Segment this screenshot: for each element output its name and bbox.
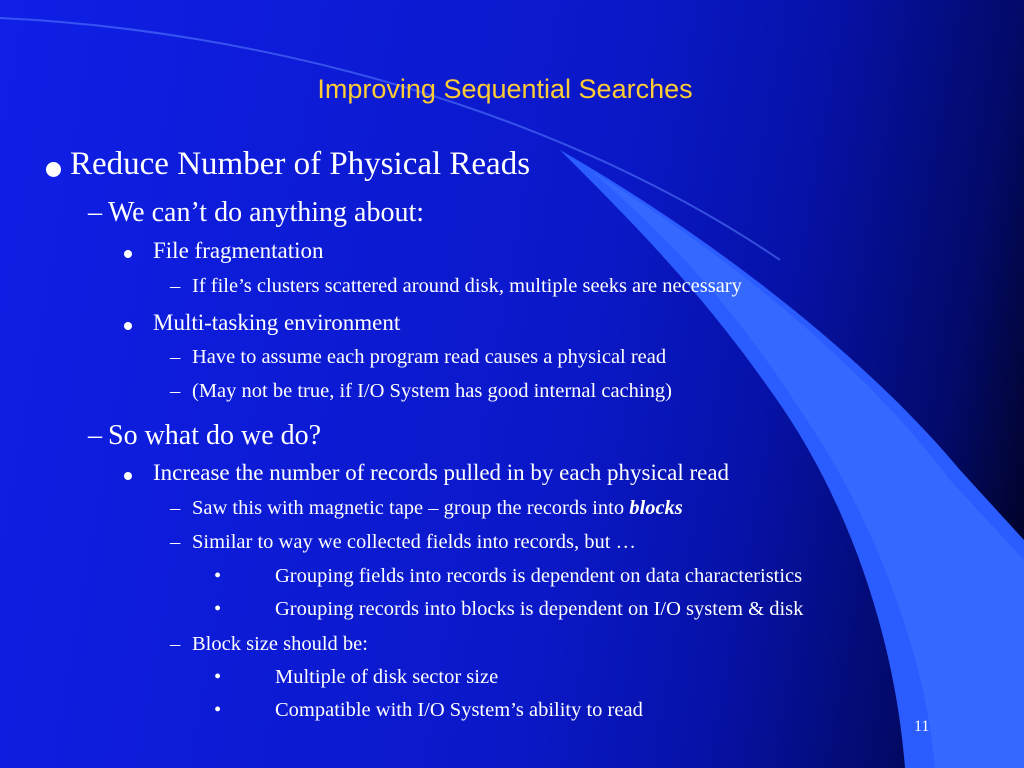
dash-marker: – (88, 420, 102, 451)
bullet-text: (May not be true, if I/O System has good internal caching) (192, 380, 672, 402)
bullet-text: Grouping records into blocks is dependent on I/O system & disk (275, 598, 804, 620)
dash-marker: – (170, 497, 181, 519)
bullet-text: Grouping fields into records is dependent on data characteristics (275, 565, 803, 587)
bullet-level-3 (153, 238, 324, 264)
bullet-level-4 (192, 380, 672, 403)
bullet-dot-icon (46, 162, 61, 177)
dash-marker: – (170, 380, 181, 402)
bullet-level-4 (192, 346, 666, 369)
bullet-text: Similar to way we collected fields into records, but … (192, 531, 637, 553)
bullet-marker: • (214, 565, 222, 587)
bullet-level-5 (275, 598, 803, 621)
bullet-text: Have to assume each program read causes a physical read (192, 346, 667, 368)
bullet-text: So what do we do? (108, 420, 322, 451)
bullet-level-5 (275, 699, 643, 722)
dash-marker: – (170, 275, 181, 297)
dash-marker: – (170, 531, 181, 553)
bullet-text: File fragmentation (153, 238, 324, 263)
bullet-marker: • (214, 666, 222, 688)
bullet-text: Block size should be: (192, 633, 368, 655)
bullet-level-3 (153, 460, 729, 486)
dash-marker: – (88, 197, 102, 228)
bullet-marker: • (214, 598, 222, 620)
bullet-text: Increase the number of records pulled in by each physical read (153, 460, 730, 485)
bullet-text: Saw this with magnetic tape – group the records into (192, 497, 625, 519)
emphasized-word: blocks (629, 497, 683, 519)
bullet-level-5 (275, 565, 802, 588)
bullet-dot-icon (124, 472, 132, 480)
dash-marker: – (170, 633, 181, 655)
bullet-text: Multi-tasking environment (153, 310, 401, 335)
bullet-level-4 (192, 275, 742, 298)
slide-title: Improving Sequential Searches (317, 74, 693, 104)
bullet-level-3 (153, 310, 400, 336)
bullet-text: We can’t do anything about: (108, 197, 425, 228)
bullet-level-2 (108, 197, 424, 229)
bullet-text: Multiple of disk sector size (275, 666, 499, 688)
bullet-dot-icon (124, 250, 132, 258)
bullet-text: If file’s clusters scattered around disk, multiple seeks are necessary (192, 275, 742, 297)
bullet-text: Compatible with I/O System’s ability to read (275, 699, 643, 721)
bullet-level-4 (192, 531, 636, 554)
bullet-dot-icon (124, 322, 132, 330)
bullet-level-5 (275, 666, 498, 689)
bullet-level-2 (108, 420, 321, 452)
bullet-level-4 (192, 633, 368, 656)
page-number: 11 (914, 718, 930, 735)
bullet-marker: • (214, 699, 222, 721)
bullet-level-1 (70, 146, 530, 183)
dash-marker: – (170, 346, 181, 368)
bullet-text: Reduce Number of Physical Reads (70, 146, 531, 182)
bullet-level-4 (192, 497, 683, 520)
